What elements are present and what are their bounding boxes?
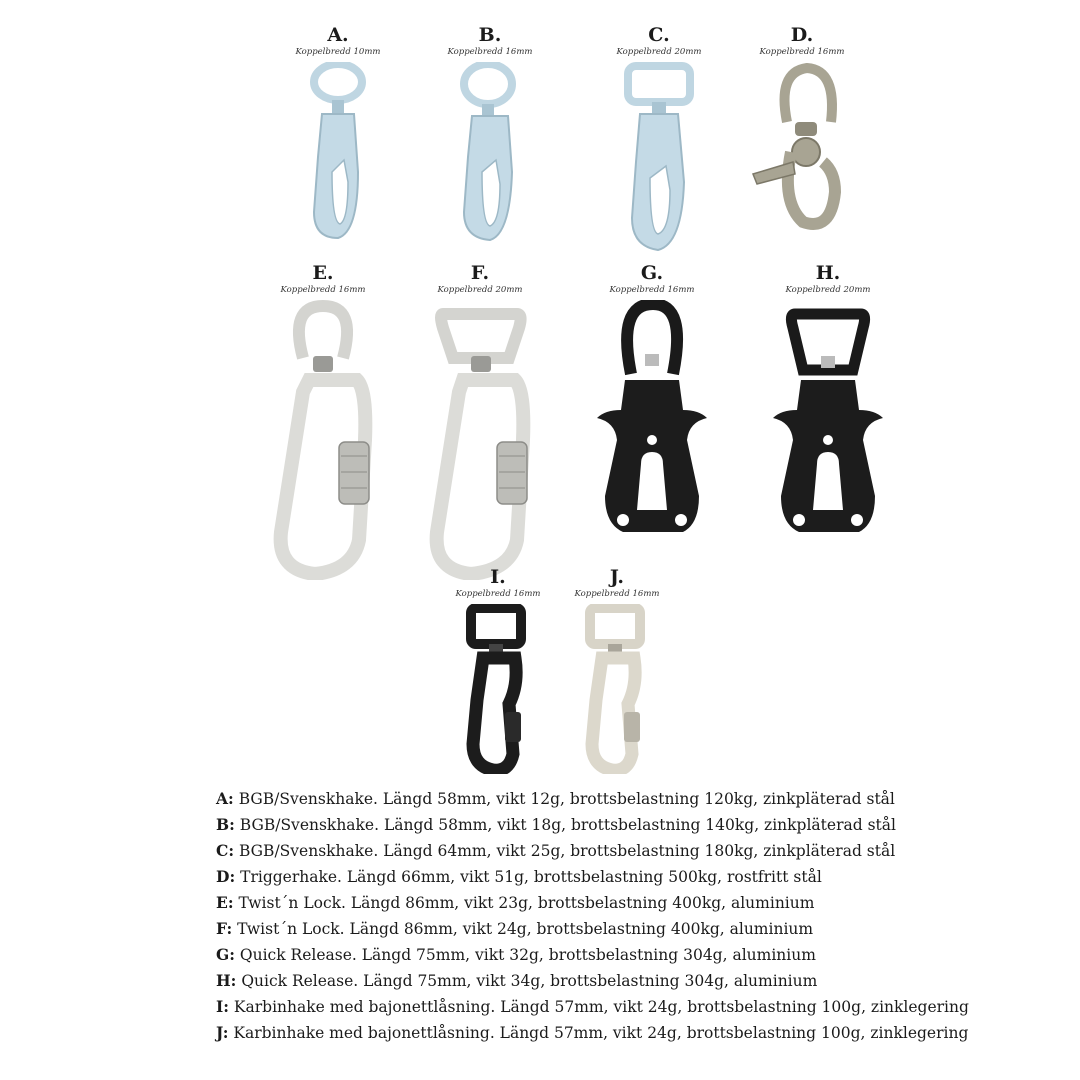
swivel-snap-hook-zinc-icon [298, 62, 378, 242]
quick-release-black-icon [587, 300, 717, 540]
leash-width: Koppelbredd 20mm [785, 285, 871, 295]
product-j [547, 566, 687, 774]
description-key: D: [216, 867, 236, 886]
product-letter: I. [490, 566, 506, 588]
leash-width: Koppelbredd 20mm [437, 285, 523, 295]
swivel-snap-hook-square-zinc-icon [614, 62, 704, 252]
leash-width: Koppelbredd 16mm [609, 285, 695, 295]
trigger-hook-steel-icon [747, 62, 857, 242]
leash-width: Koppelbredd 16mm [574, 589, 660, 599]
description-key: I: [216, 997, 229, 1016]
description-row [216, 1020, 976, 1046]
product-letter: H. [815, 262, 841, 284]
product-letter: E. [312, 262, 334, 284]
description-row [216, 968, 976, 994]
twist-lock-carabiner-icon [263, 300, 383, 580]
description-text: Quick Release. Längd 75mm, vikt 32g, brottsbelastning 304g, aluminium [239, 946, 816, 964]
description-key: G: [216, 945, 235, 964]
product-letter: G. [640, 262, 664, 284]
product-letter: B. [478, 24, 502, 46]
description-key: E: [216, 893, 234, 912]
product-a [268, 24, 408, 242]
product-descriptions [216, 786, 976, 1046]
description-text: BGB/Svenskhake. Längd 64mm, vikt 25g, brottsbelastning 180kg, zinkpläterad stål [239, 842, 896, 860]
bayonet-carabiner-black-icon [453, 604, 543, 774]
leash-width: Koppelbredd 16mm [455, 589, 541, 599]
description-text: Twist´n Lock. Längd 86mm, vikt 24g, brottsbelastning 400kg, aluminium [237, 920, 814, 938]
description-text: Twist´n Lock. Längd 86mm, vikt 23g, brottsbelastning 400kg, aluminium [238, 894, 815, 912]
product-letter: F. [470, 262, 490, 284]
product-c [589, 24, 729, 252]
product-b [420, 24, 560, 242]
product-letter: J. [609, 566, 625, 588]
description-key: J: [216, 1023, 229, 1042]
description-text: Quick Release. Längd 75mm, vikt 34g, brottsbelastning 304g, aluminium [241, 972, 818, 990]
leash-width: Koppelbredd 20mm [616, 47, 702, 57]
product-letter: D. [790, 24, 814, 46]
product-g [582, 262, 722, 540]
description-row [216, 994, 976, 1020]
description-key: A: [216, 789, 234, 808]
quick-release-black-square-icon [763, 300, 893, 540]
twist-lock-carabiner-square-icon [415, 300, 545, 580]
description-row [216, 838, 976, 864]
description-key: F: [216, 919, 233, 938]
swivel-snap-hook-zinc-icon [450, 62, 530, 242]
product-e [253, 262, 393, 580]
description-key: B: [216, 815, 235, 834]
description-text: Triggerhake. Längd 66mm, vikt 51g, brottsbelastning 500kg, rostfritt stål [240, 868, 822, 886]
description-key: C: [216, 841, 235, 860]
product-letter: C. [648, 24, 670, 46]
leash-width: Koppelbredd 16mm [447, 47, 533, 57]
description-row [216, 864, 976, 890]
description-row [216, 942, 976, 968]
description-text: BGB/Svenskhake. Längd 58mm, vikt 18g, brottsbelastning 140kg, zinkpläterad stål [239, 816, 896, 834]
product-h [758, 262, 898, 540]
description-row [216, 916, 976, 942]
product-d [732, 24, 872, 242]
description-row [216, 890, 976, 916]
description-key: H: [216, 971, 237, 990]
bayonet-carabiner-silver-icon [572, 604, 662, 774]
leash-width: Koppelbredd 16mm [759, 47, 845, 57]
leash-width: Koppelbredd 10mm [295, 47, 381, 57]
product-letter: A. [327, 24, 349, 46]
description-text: BGB/Svenskhake. Längd 58mm, vikt 12g, brottsbelastning 120kg, zinkpläterad stål [238, 790, 895, 808]
leash-width: Koppelbredd 16mm [280, 285, 366, 295]
description-row [216, 786, 976, 812]
description-text: Karbinhake med bajonettlåsning. Längd 57mm, vikt 24g, brottsbelastning 100g, zinklegering [233, 998, 969, 1016]
description-text: Karbinhake med bajonettlåsning. Längd 57mm, vikt 24g, brottsbelastning 100g, zinklegering [233, 1024, 969, 1042]
description-row [216, 812, 976, 838]
product-f [410, 262, 550, 580]
